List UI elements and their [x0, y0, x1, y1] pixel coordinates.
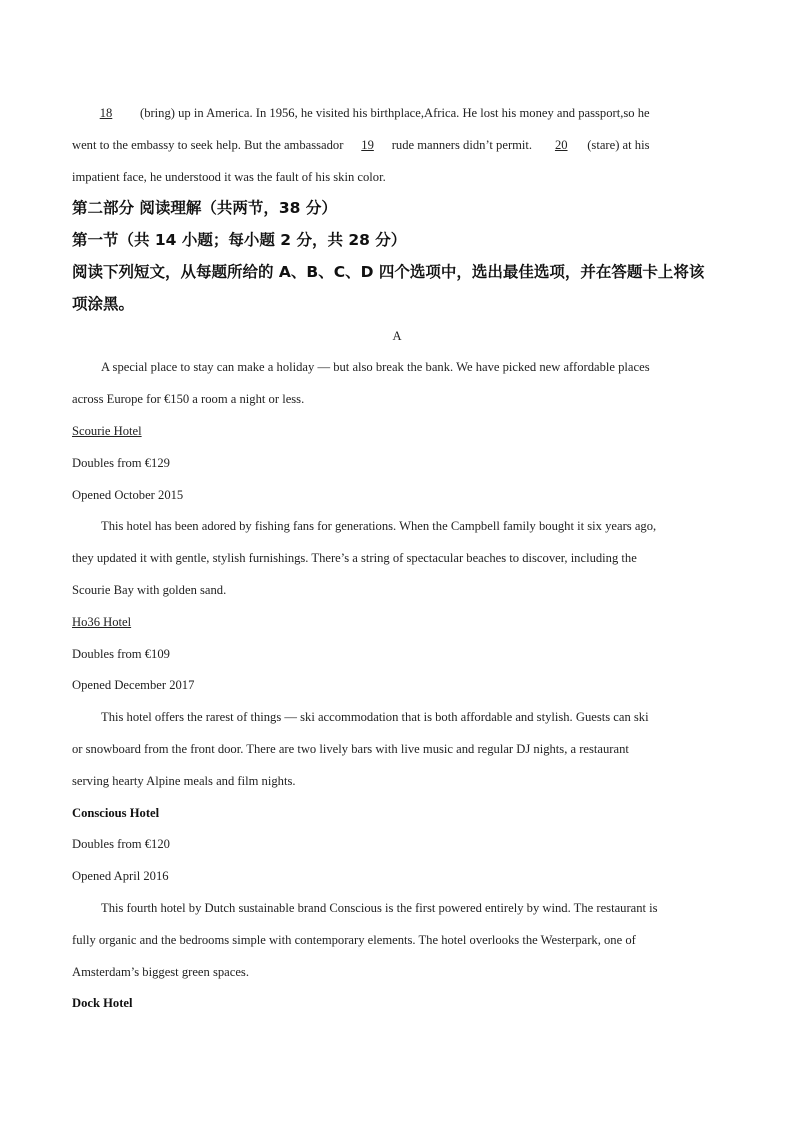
- cloze-text: went to the embassy to seek help. But the ambassador: [72, 137, 347, 152]
- hotel-price: Doubles from €120: [72, 837, 170, 852]
- hotel-price: Doubles from €109: [72, 646, 170, 661]
- hotel-desc-line: or snowboard from the front door. There are two lively bars with live music and regular DJ nights, a restaurant: [72, 741, 629, 756]
- hotel-opened: Opened October 2015: [72, 487, 184, 502]
- cloze-text: (stare) at his: [587, 137, 650, 152]
- blank-20: 20: [554, 137, 568, 152]
- cloze-text: rude manners didn’t permit.: [388, 137, 536, 152]
- hotel-desc-line: fully organic and the bedrooms simple with contemporary elements. The hotel overlooks the Westerpark, one of: [72, 932, 636, 947]
- instruction-line-2: 项涂黑。: [72, 294, 135, 313]
- blank-19: 19: [361, 137, 374, 152]
- passage-label: A: [392, 328, 402, 343]
- hotel-name-dock: Dock Hotel: [72, 996, 133, 1011]
- hotel-desc-line: they updated it with gentle, stylish furnishings. There’s a string of spectacular beaches to discover, including the: [72, 551, 637, 566]
- hotel-name-ho36: Ho36 Hotel: [72, 614, 132, 629]
- cloze-text: (bring) up in America. In 1956, he visited his birthplace,Africa. He lost his money and passport,so he: [140, 106, 650, 120]
- hotel-name-scourie: Scourie Hotel: [72, 423, 142, 438]
- cloze-line-1: [72, 98, 722, 130]
- blank-18: 18: [99, 106, 113, 120]
- hotel-desc-line: This hotel has been adored by fishing fans for generations. When the Campbell family bought it six years ago,: [101, 519, 657, 534]
- hotel-desc-line: Scourie Bay with golden sand.: [72, 582, 227, 597]
- hotel-price: Doubles from €129: [72, 455, 170, 470]
- hotel-opened: Opened December 2017: [72, 678, 195, 693]
- cloze-line-2: [72, 130, 722, 162]
- hotel-desc-line: This hotel offers the rarest of things — ski accommodation that is both affordable and stylish. Guests can ski: [101, 710, 649, 725]
- passage-intro-line-1: A special place to stay can make a holiday — but also break the bank. We have picked new affordable places: [101, 360, 650, 375]
- passage-intro-line-2: across Europe for €150 a room a night or less.: [72, 392, 305, 407]
- hotel-desc-line: This fourth hotel by Dutch sustainable brand Conscious is the first powered entirely by wind. The restaurant is: [101, 900, 658, 915]
- cloze-line-3: impatient face, he understood it was the fault of his skin color.: [72, 169, 386, 184]
- hotel-desc-line: serving hearty Alpine meals and film nights.: [72, 773, 296, 788]
- hotel-opened: Opened April 2016: [72, 869, 169, 884]
- part-title: 第二部分 阅读理解（共两节，38 分）: [72, 199, 337, 218]
- page-content: [72, 98, 722, 1020]
- hotel-name-conscious: Conscious Hotel: [72, 805, 160, 820]
- hotel-desc-line: Amsterdam’s biggest green spaces.: [72, 964, 249, 979]
- subsection-title: 第一节（共 14 小题；每小题 2 分，共 28 分）: [72, 231, 407, 250]
- instruction-line-1: 阅读下列短文，从每题所给的 A、B、C、D 四个选项中，选出最佳选项，并在答题卡上将该: [72, 262, 705, 281]
